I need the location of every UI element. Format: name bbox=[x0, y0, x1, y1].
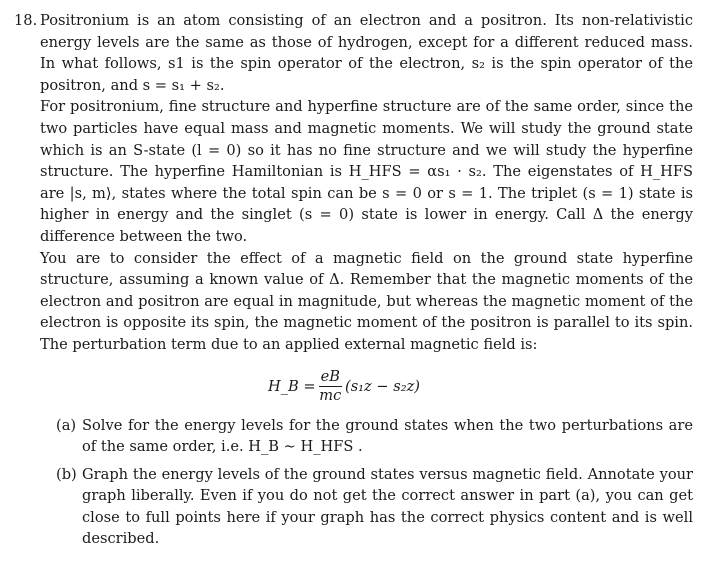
paragraph-hyperfine: For positronium, fine structure and hyperfine structure are of the same order, since the two particles have equal mass and magnetic moments. We will study the ground state which is an S-state (l = 0) so it has no fine structure and we will study the hyperfine structure. The hyperfine Hamiltonian is H_HFS = αs₁ · s₂. The eigenstates of H_HFS are |s, m⟩, states where the total spin can be s = 0 or s = 1. The triplet (s = 1) state is higher in energy and the singlet (s = 0) state is lower in energy. Call Δ the energy difference between the two. bbox=[40, 98, 693, 245]
part-label: (a) bbox=[56, 416, 77, 434]
equation-numerator: eB bbox=[320, 367, 340, 385]
part-a bbox=[56, 415, 693, 458]
paragraph-magnetic-field: You are to consider the effect of a magnetic field on the ground state hyperfine structure, assuming a known value of Δ. Remember that the magnetic moments of the electron and positron are equal in magnitude, but whereas the magnetic moment of the electron is opposite its spin, the magnetic moment of the positron is parallel to its spin. The perturbation term due to an applied external magnetic field is: bbox=[40, 249, 693, 353]
equation-fraction bbox=[319, 368, 342, 405]
part-label: (b) bbox=[56, 465, 77, 483]
part-b bbox=[56, 464, 693, 550]
problem-number: 18. bbox=[14, 12, 38, 29]
equation-lhs: H_B = bbox=[268, 377, 316, 395]
equation-rhs: (s₁z − s₂z) bbox=[345, 377, 420, 395]
problem-parts bbox=[56, 415, 693, 551]
equation-denominator: mc bbox=[319, 386, 342, 404]
problem-18 bbox=[14, 10, 693, 550]
part-text: Solve for the energy levels for the ground states when the two perturbations are of the same order, i.e. H_B ∼ H_HFS . bbox=[82, 416, 693, 456]
paragraph-intro: Positronium is an atom consisting of an electron and a positron. Its non-relativistic energy levels are the same as those of hydrogen, except for a different reduced mass. In what follows, s1 is the spin operator of the electron, s₂ is the spin operator of the positron, and s = s₁ + s₂. bbox=[40, 12, 693, 94]
perturbation-equation bbox=[268, 368, 693, 405]
part-text: Graph the energy levels of the ground states versus magnetic field. Annotate your graph liberally. Even if you do not get the correct answer in part (a), you can get close to full points here if your graph has the correct physics content and is well described. bbox=[82, 465, 693, 548]
problem-body bbox=[40, 10, 693, 550]
